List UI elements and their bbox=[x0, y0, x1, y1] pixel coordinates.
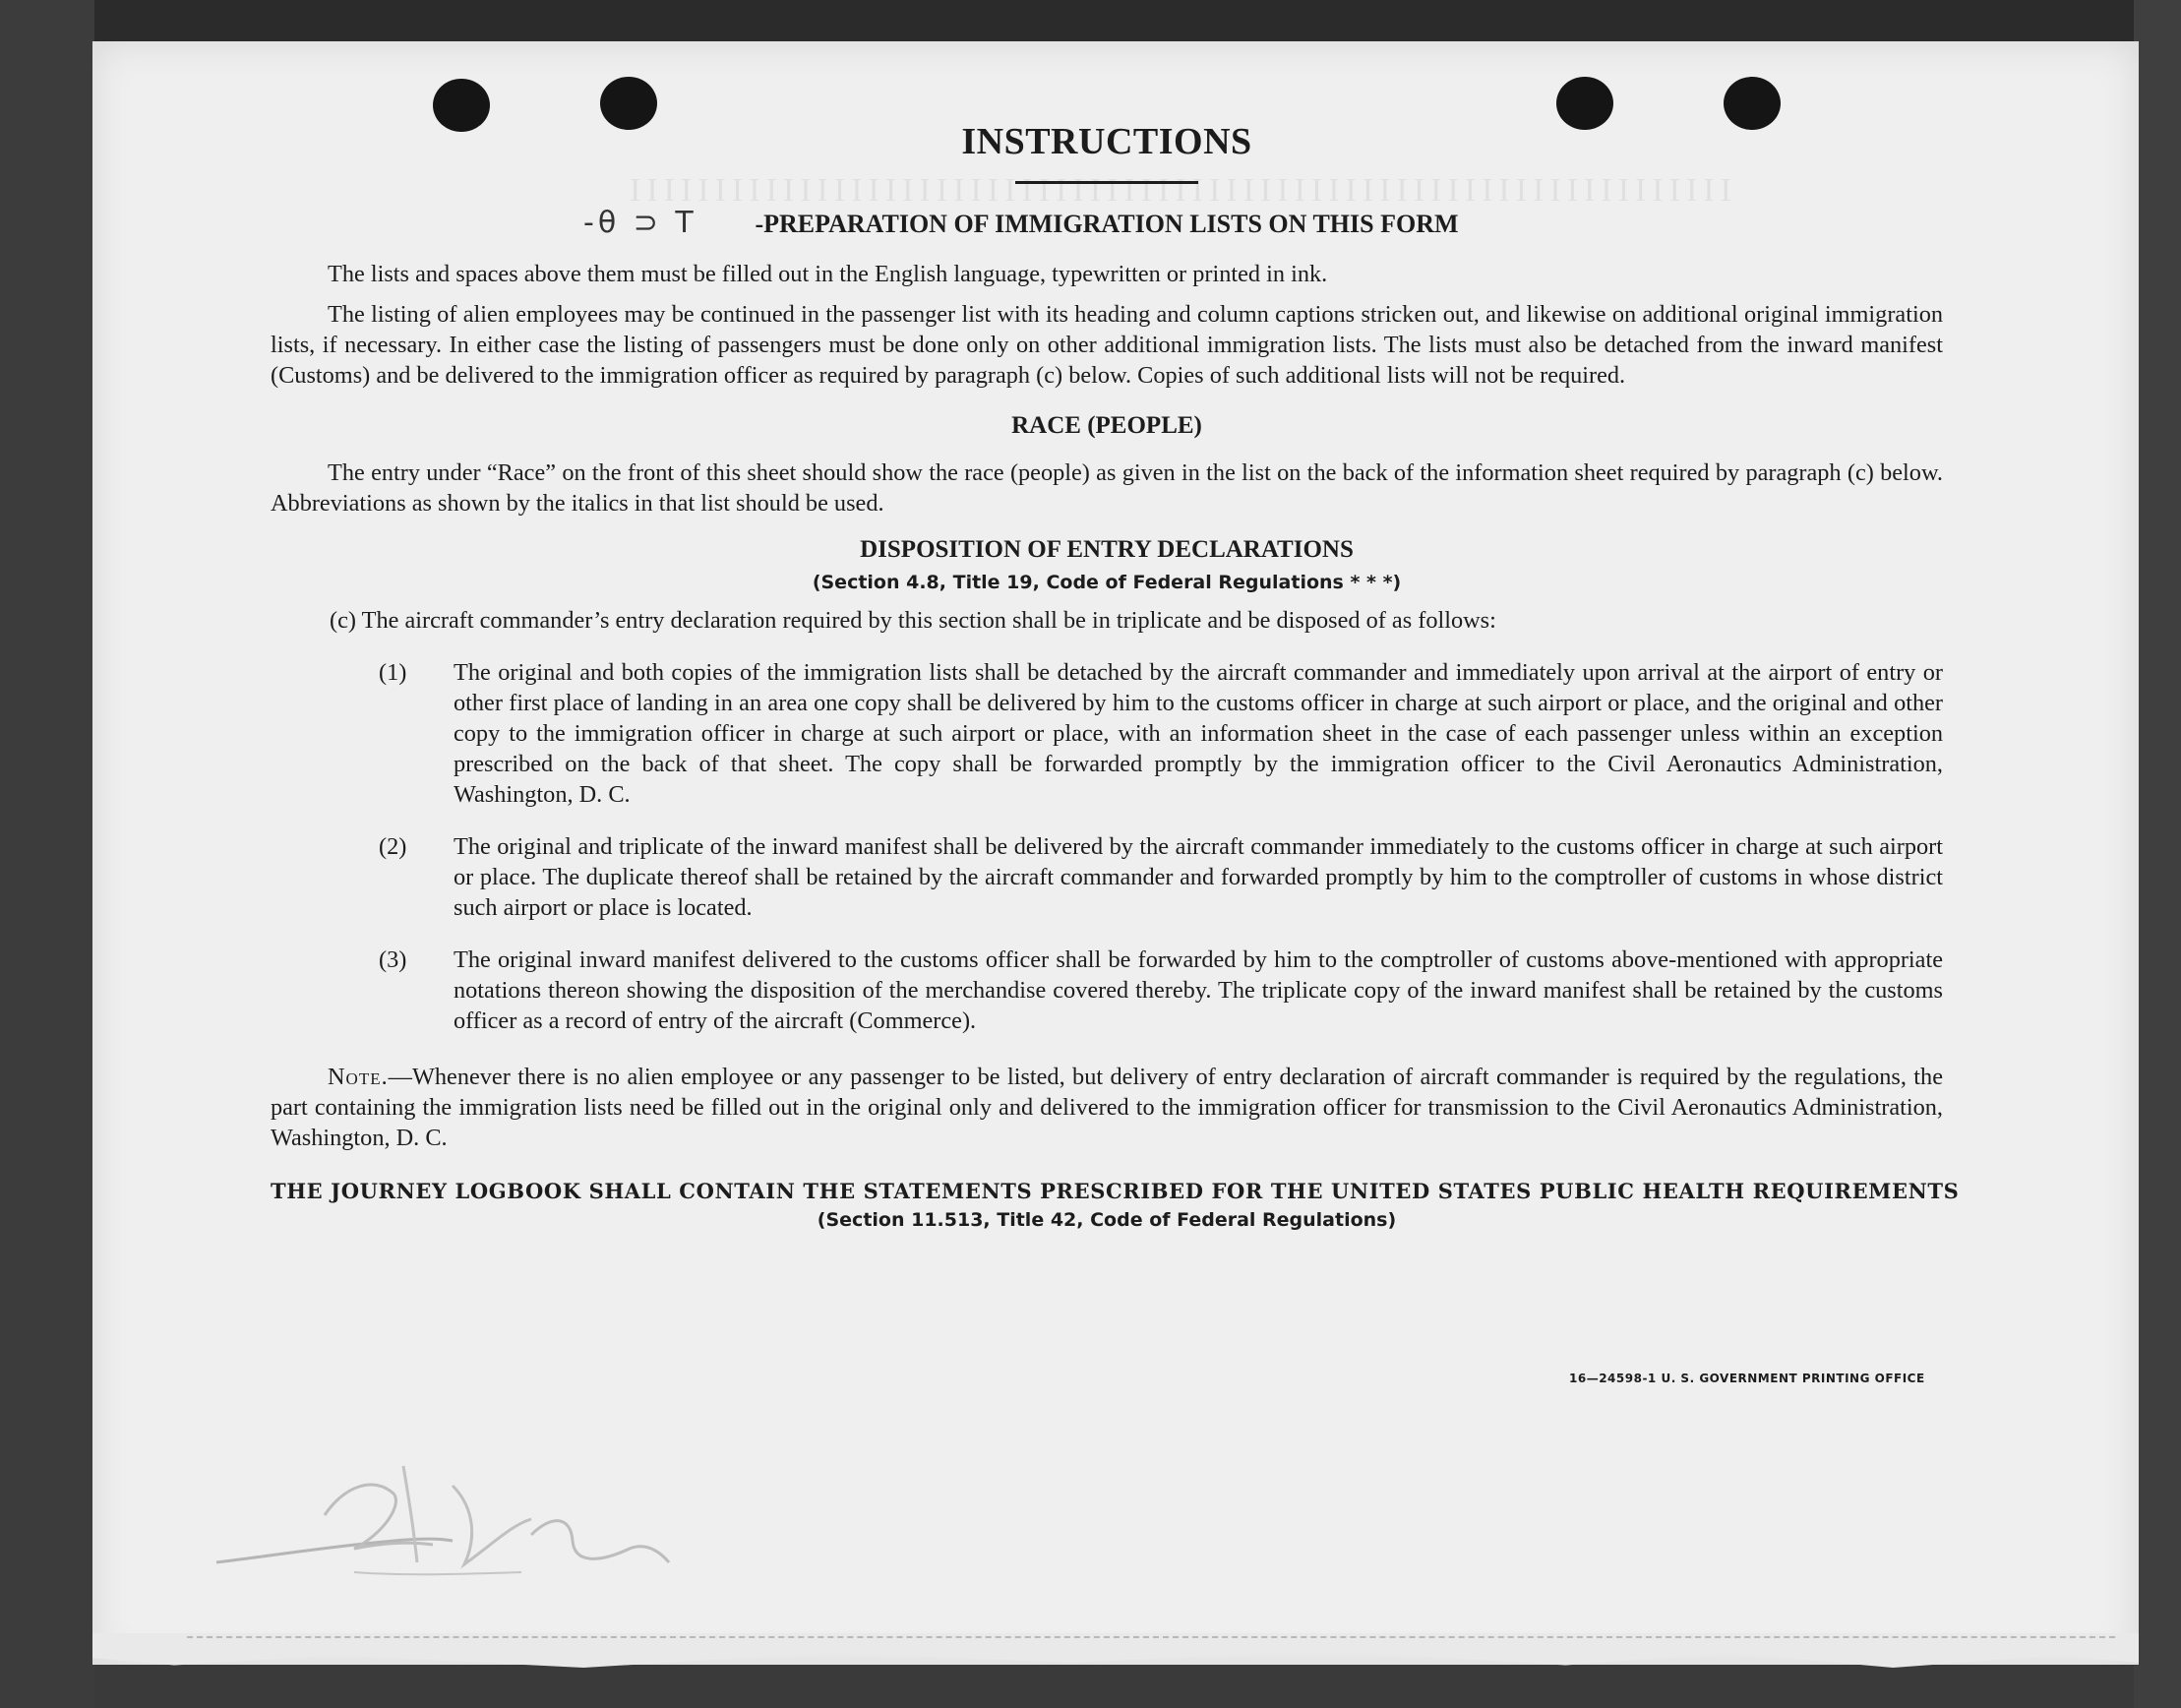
torn-bottom-edge bbox=[92, 1633, 2139, 1682]
note-label: Note. bbox=[328, 1064, 389, 1090]
handwritten-signature bbox=[207, 1446, 679, 1614]
race-heading: RACE (PEOPLE) bbox=[1011, 412, 1202, 439]
title-underline bbox=[1015, 181, 1198, 184]
scan-background-top bbox=[0, 0, 2181, 45]
list-item bbox=[271, 945, 1943, 1036]
page-title: INSTRUCTIONS bbox=[961, 121, 1252, 162]
scan-background-right bbox=[2134, 0, 2181, 1708]
paragraph-note bbox=[271, 1062, 1943, 1153]
note-text: —Whenever there is no alien employee or any passenger to be listed, but delivery of entry declaration of aircraft commander is required by the regulations, the part containing the immigration lists need be filled out in the original only and delivered to the immigration officer for transmission to the Civil Aeronautics Administration, Washington, D. C. bbox=[271, 1064, 1943, 1151]
journey-logbook-statement: THE JOURNEY LOGBOOK SHALL CONTAIN THE STATEMENTS PRESCRIBED FOR THE UNITED STATES PUBLIC HEALTH REQUIREMENTS bbox=[271, 1179, 1960, 1203]
item-number: (2) bbox=[379, 833, 407, 860]
paragraph-race: The entry under “Race” on the front of this sheet should show the race (people) as given in the list on the back of the information sheet required by paragraph (c) below. Abbreviations as shown by the italics in that list should be used. bbox=[271, 459, 1943, 517]
journey-citation: (Section 11.513, Title 42, Code of Federal Regulations) bbox=[817, 1209, 1397, 1231]
item-text: The original and triplicate of the inward manifest shall be delivered by the aircraft commander immediately to the customs officer in charge at such airport or place. The duplicate thereof shall be retained by the aircraft commander and forwarded promptly by him to the comptroller of customs in whose district such airport or place is located. bbox=[454, 833, 1943, 921]
clause-c: (c) The aircraft commander’s entry declaration required by this section shall be in triplicate and be disposed of as follows: bbox=[330, 607, 1496, 634]
paragraph-alien-listing: The listing of alien employees may be continued in the passenger list with its heading and column captions stricken out, and likewise on additional original immigration lists, if necessary. In either case the listing of passengers must be done only on other additional immigration lists. The lists must also be detached from the inward manifest (Customs) and be delivered to the immigration officer as required by paragraph (c) below. Copies of such additional lists will not be required. bbox=[271, 301, 1943, 389]
instructions-body bbox=[271, 120, 1960, 1231]
item-text: The original and both copies of the immigration lists shall be detached by the aircraft commander and immediately upon arrival at the airport of entry or other first place of landing in an area one copy shall be delivered by him to the customs officer in charge at such airport or place, and the original and other copy to the immigration officer in charge at such airport or place, with an information sheet in the case of each passenger unless within an exception prescribed on the back of that sheet. The copy shall be forwarded promptly by the immigration officer to the Civil Aeronautics Administration, Washington, D. C. bbox=[454, 659, 1943, 808]
preparation-heading-row bbox=[271, 206, 1943, 240]
item-number: (1) bbox=[379, 659, 407, 686]
show-through-text: IIIIIIIIIIIIIIIIIIIIIIIIIIIIIIIIIIIIIIIIIIIIIIIIIIIIIIIIIIIIIIIII bbox=[630, 172, 1737, 209]
paragraph-english-language: The lists and spaces above them must be filled out in the English language, typewritten or printed in ink. bbox=[328, 261, 1328, 287]
perforation-line bbox=[187, 1636, 2115, 1638]
disposition-heading: DISPOSITION OF ENTRY DECLARATIONS bbox=[860, 536, 1354, 563]
preparation-heading: -PREPARATION OF IMMIGRATION LISTS ON THIS FORM bbox=[755, 210, 1459, 238]
handwritten-scribble: -θ ⊃ Τ bbox=[583, 206, 697, 240]
item-number: (3) bbox=[379, 946, 407, 973]
item-text: The original inward manifest delivered to the customs officer shall be forwarded by him to the comptroller of customs above-mentioned with appropriate notations thereon showing the disposition of the merchandise covered thereby. The triplicate copy of the inward manifest shall be retained by the customs officer as a record of entry of the aircraft (Commerce). bbox=[454, 946, 1943, 1034]
disposition-citation: (Section 4.8, Title 19, Code of Federal Regulations * * *) bbox=[812, 572, 1402, 593]
printing-office-code: 16—24598-1 U. S. GOVERNMENT PRINTING OFFICE bbox=[1569, 1372, 1925, 1385]
list-item bbox=[271, 831, 1943, 923]
list-item bbox=[271, 657, 1943, 810]
scan-background-left bbox=[0, 0, 94, 1708]
